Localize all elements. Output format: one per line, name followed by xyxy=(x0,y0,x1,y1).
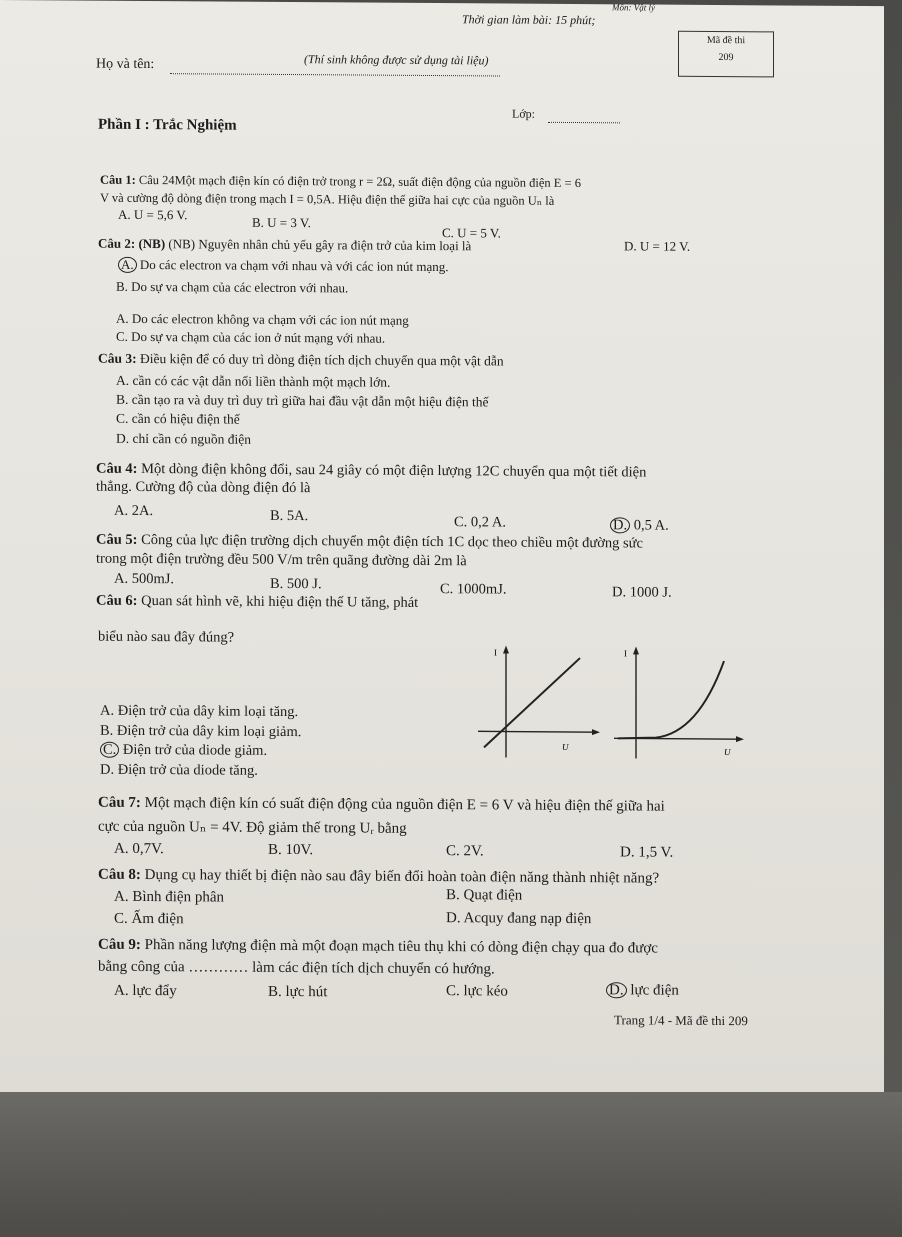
x-axis-label: U xyxy=(562,741,569,752)
no-documents-note: (Thí sinh không được sử dụng tài liệu) xyxy=(304,52,489,68)
section-title: Phần I : Trắc Nghiệm xyxy=(98,116,237,134)
option: C. U = 5 V. xyxy=(442,225,501,241)
option: B. Quạt điện xyxy=(446,887,523,904)
option: D. 1000 J. xyxy=(612,584,672,601)
exam-time: Thời gian làm bài: 15 phút; xyxy=(462,12,596,28)
question-label: Câu 2: (NB) xyxy=(98,235,166,252)
name-line xyxy=(170,73,500,76)
option: C. 0,2 A. xyxy=(454,514,506,531)
question-5-line-2: trong một điện trường đều 500 V/m trên quãng đường dài 2m là xyxy=(96,550,467,570)
answer-circle-icon: D. xyxy=(610,517,630,533)
option-d-circled xyxy=(610,517,669,534)
exam-code: 209 xyxy=(718,52,734,64)
option: B. Điện trở của dây kim loại giảm. xyxy=(100,722,302,741)
option: D. U = 12 V. xyxy=(624,238,691,254)
option: D. Điện trở của diode tăng. xyxy=(100,761,258,779)
exam-code-label: Mã đề thi xyxy=(706,34,746,47)
option: C. 2V. xyxy=(446,843,484,860)
question-6 xyxy=(96,593,418,612)
question-text: (NB) Nguyên nhân chủ yếu gây ra điện trở của kim loại là xyxy=(168,236,472,254)
question-text: Câu 24Một mạch điện kín có điện trở trong r = 2Ω, suất điện động của nguồn điện E = 6 xyxy=(138,172,581,191)
y-axis-arrow-icon xyxy=(633,646,639,654)
name-label: Họ và tên: xyxy=(96,56,155,73)
question-label: Câu 7: xyxy=(98,794,141,811)
question-text: Một dòng điện không đổi, sau 24 giây có một điện lượng 12C chuyển qua một tiết diện xyxy=(141,460,647,481)
question-1-line-2: V và cường độ dòng điện trong mạch I = 0,5A. Hiệu điện thế giữa hai cực của nguồn Uₙ là xyxy=(100,190,555,208)
subject-fragment: Môn: Vật lý xyxy=(612,2,655,13)
option: B. 500 J. xyxy=(270,575,322,593)
iv-graphs xyxy=(478,639,748,771)
answer-circle-icon: A. xyxy=(118,257,137,273)
option: A. Bình điện phân xyxy=(114,888,224,906)
option: B. 10V. xyxy=(268,841,314,859)
question-label: Câu 6: xyxy=(96,592,138,609)
option-a-circled xyxy=(118,257,449,275)
option: C. Ấm điện xyxy=(114,910,184,928)
question-2 xyxy=(98,236,471,255)
option: A. 500mJ. xyxy=(114,570,175,588)
option: A. lực đẩy xyxy=(114,982,177,1000)
question-5 xyxy=(96,532,643,553)
question-label: Câu 3: xyxy=(98,350,137,366)
option-text: Do các electron va chạm với nhau và với các ion nút mạng. xyxy=(139,256,449,275)
option: A. U = 5,6 V. xyxy=(118,206,188,223)
graph-metal-wire xyxy=(478,645,600,758)
option: D. Acquy đang nạp điện xyxy=(446,910,592,928)
question-label: Câu 8: xyxy=(98,866,141,883)
page-footer: Trang 1/4 - Mã đề thi 209 xyxy=(614,1012,748,1029)
question-9-line-2: bằng công của ………… làm các điện tích dịch chuyển có hướng. xyxy=(98,958,495,978)
question-text: Quan sát hình vẽ, khi hiệu điện thế U tăng, phát xyxy=(141,592,419,611)
option: B. lực hút xyxy=(268,983,328,1001)
question-9 xyxy=(98,937,658,958)
exam-code-box xyxy=(678,31,774,78)
option-text: 0,5 A. xyxy=(633,517,669,534)
question-4-line-2: thẳng. Cường độ của dòng điện đó là xyxy=(96,478,311,497)
option: A. cần có các vật dẫn nối liền thành một mạch lớn. xyxy=(116,372,391,390)
option: C. lực kéo xyxy=(446,983,508,1000)
question-6-line-2: biểu nào sau đây đúng? xyxy=(98,628,235,646)
option: A. Điện trở của dây kim loại tăng. xyxy=(100,702,299,721)
question-text: Dụng cụ hay thiết bị điện nào sau đây biến đổi hoàn toàn điện năng thành nhiệt năng? xyxy=(144,867,660,887)
option-text: Điện trở của diode giảm. xyxy=(122,741,268,759)
option: C. cần có hiệu điện thế xyxy=(116,410,240,427)
question-label: Câu 1: xyxy=(100,172,136,187)
question-7 xyxy=(98,795,665,816)
question-text: Phần năng lượng điện mà một đoạn mạch tiêu thụ khi có dòng điện chạy qua đo được xyxy=(144,937,658,957)
x-axis xyxy=(478,731,596,732)
option: C. 1000mJ. xyxy=(440,581,507,598)
question-8 xyxy=(98,867,659,888)
answer-circle-icon: D. xyxy=(606,982,627,998)
option: A. 0,7V. xyxy=(114,840,164,858)
answer-circle-icon: C. xyxy=(100,742,119,758)
option: D. chỉ cần có nguồn điện xyxy=(116,430,251,447)
class-label: Lớp: xyxy=(512,106,536,121)
option-d-circled xyxy=(606,982,679,1000)
option: A. 2A. xyxy=(114,502,154,520)
graph-diode xyxy=(614,646,744,759)
x-axis-arrow-icon xyxy=(592,729,600,735)
y-axis-label: I xyxy=(494,647,497,658)
option: B. U = 3 V. xyxy=(252,214,311,231)
option-c-circled xyxy=(100,742,267,760)
linear-curve xyxy=(484,657,580,748)
option: A. Do các electron không va chạm với các ion nút mạng xyxy=(116,310,409,328)
desk-background xyxy=(0,1092,902,1237)
option-text: lực điện xyxy=(630,982,679,999)
question-7-line-2: cực của nguồn Uₙ = 4V. Độ giảm thế trong Uᵣ bằng xyxy=(98,818,407,837)
option: B. 5A. xyxy=(270,507,309,525)
option: D. 1,5 V. xyxy=(620,844,674,861)
x-axis-label: U xyxy=(724,747,731,758)
question-text: Công của lực điện trường dịch chuyển một điện tích 1C dọc theo chiều một đường sức xyxy=(141,531,643,552)
class-line xyxy=(548,122,620,124)
x-axis-arrow-icon xyxy=(736,736,744,742)
question-3 xyxy=(98,351,504,370)
y-axis-label: I xyxy=(624,648,627,659)
question-label: Câu 5: xyxy=(96,531,138,548)
y-axis-arrow-icon xyxy=(503,646,509,654)
option: B. Do sự va chạm của các electron với nhau. xyxy=(116,278,349,296)
option: B. cần tạo ra và duy trì duy trì giữa hai đầu vật dẫn một hiệu điện thế xyxy=(116,391,489,410)
question-label: Câu 4: xyxy=(96,460,138,477)
question-label: Câu 9: xyxy=(98,936,141,953)
question-text: Điều kiện để có duy trì dòng điện tích dịch chuyển qua một vật dẫn xyxy=(140,350,504,369)
option: C. Do sự va chạm của các ion ở nút mạng với nhau. xyxy=(116,328,386,346)
question-1 xyxy=(100,173,581,191)
diode-curve xyxy=(618,660,724,739)
question-text: Một mạch điện kín có suất điện động của nguồn điện E = 6 V và hiệu điện thế giữa hai xyxy=(144,795,665,815)
